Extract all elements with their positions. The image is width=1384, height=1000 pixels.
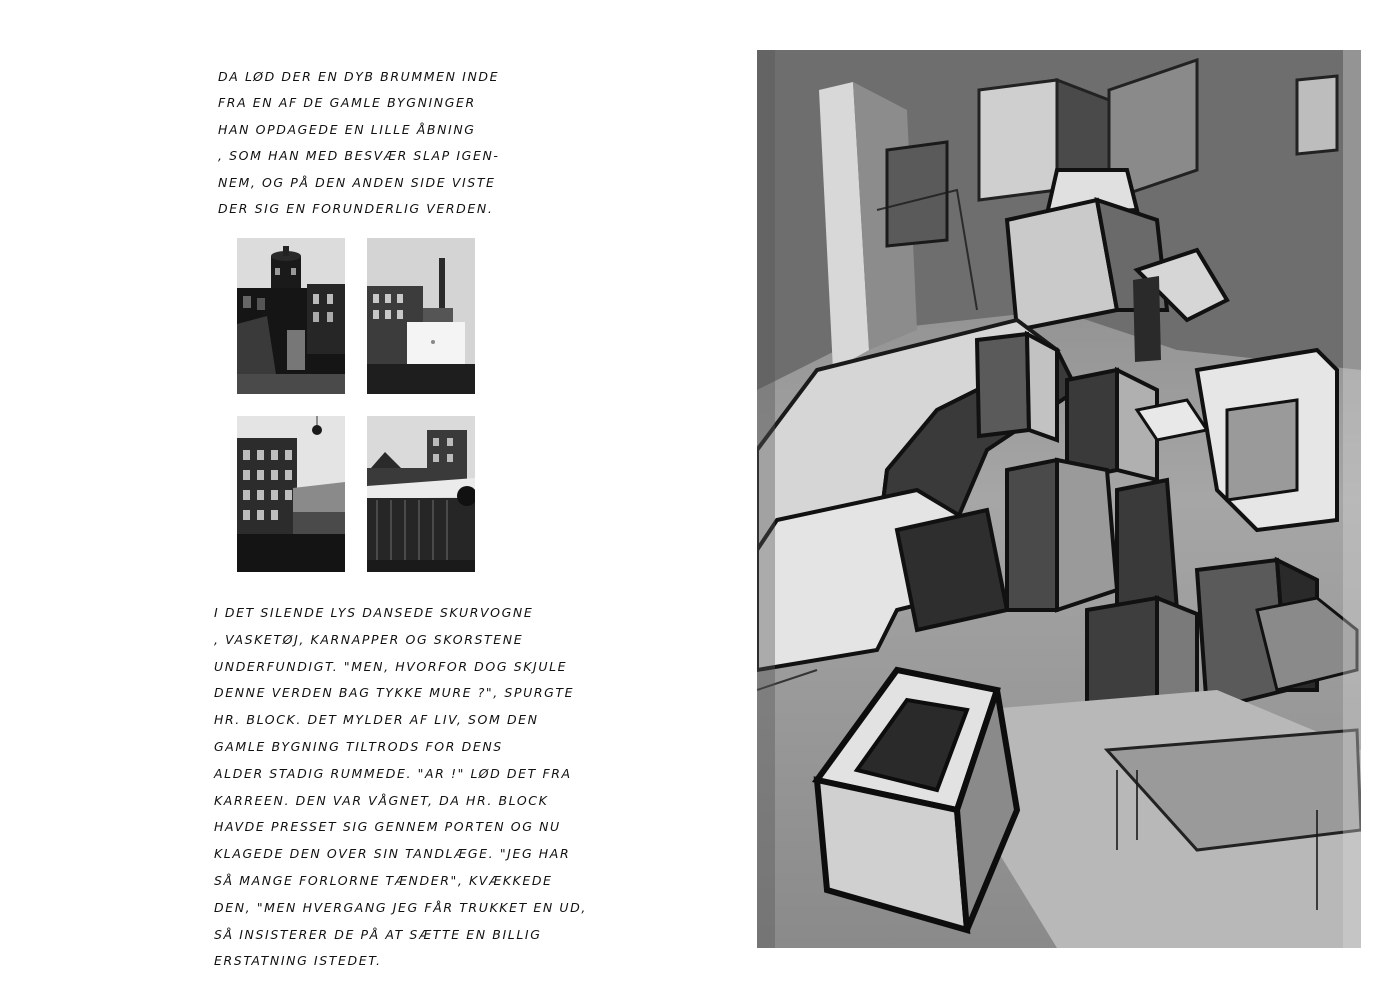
- text-line: SÅ MANGE FORLORNE TÆNDER", KVÆKKEDE: [214, 872, 553, 888]
- text-line: KLAGEDE DEN OVER SIN TANDLÆGE. "JEG HAR: [214, 846, 571, 862]
- text-line: UNDERFUNDIGT. "MEN, HVORFOR DOG SKJULE: [214, 658, 568, 674]
- photo-apartment-block: [237, 416, 345, 572]
- text-line: DEN, "MEN HVERGANG JEG FÅR TRUKKET EN UD,: [214, 899, 587, 915]
- text-line: HAVDE PRESSET SIG GENNEM PORTEN OG NU: [214, 819, 561, 835]
- text-line: KARREEN. DEN VAR VÅGNET, DA HR. BLOCK: [214, 792, 549, 808]
- photo-rooftops-fence: [367, 416, 475, 572]
- text-line: ALDER STADIG RUMMEDE. "AR !" LØD DET FRA: [214, 765, 572, 781]
- charcoal-drawing: [757, 50, 1361, 948]
- handwritten-paragraph-2: [214, 600, 587, 975]
- text-line: DENNE VERDEN BAG TYKKE MURE ?", SPURGTE: [214, 685, 575, 701]
- text-line: DA LØD DER EN DYB BRUMMEN INDE: [218, 69, 500, 84]
- text-line: FRA EN AF DE GAMLE BYGNINGER: [218, 95, 476, 111]
- text-line: DER SIG EN FORUNDERLIG VERDEN.: [218, 201, 494, 217]
- text-line: GAMLE BYGNING TILTRODS FOR DENS: [214, 738, 503, 754]
- right-page: [700, 0, 1384, 1000]
- text-line: , SOM HAN MED BESVÆR SLAP IGEN-: [218, 148, 500, 164]
- text-line: ERSTATNING ISTEDET.: [214, 953, 382, 969]
- handwritten-paragraph-1: [218, 64, 500, 222]
- text-line: SÅ INSISTERER DE PÅ AT SÆTTE EN BILLIG: [214, 926, 542, 942]
- photo-tower-buildings: [237, 238, 345, 394]
- text-line: NEM, OG PÅ DEN ANDEN SIDE VISTE: [218, 174, 496, 190]
- text-line: I DET SILENDE LYS DANSEDE SKURVOGNE: [214, 605, 534, 620]
- text-line: HR. BLOCK. DET MYLDER AF LIV, SOM DEN: [214, 712, 539, 728]
- text-line: , VASKETØJ, KARNAPPER OG SKORSTENE: [214, 631, 524, 647]
- text-line: HAN OPDAGEDE EN LILLE ÅBNING: [218, 121, 476, 137]
- photo-chimney-building: [367, 238, 475, 394]
